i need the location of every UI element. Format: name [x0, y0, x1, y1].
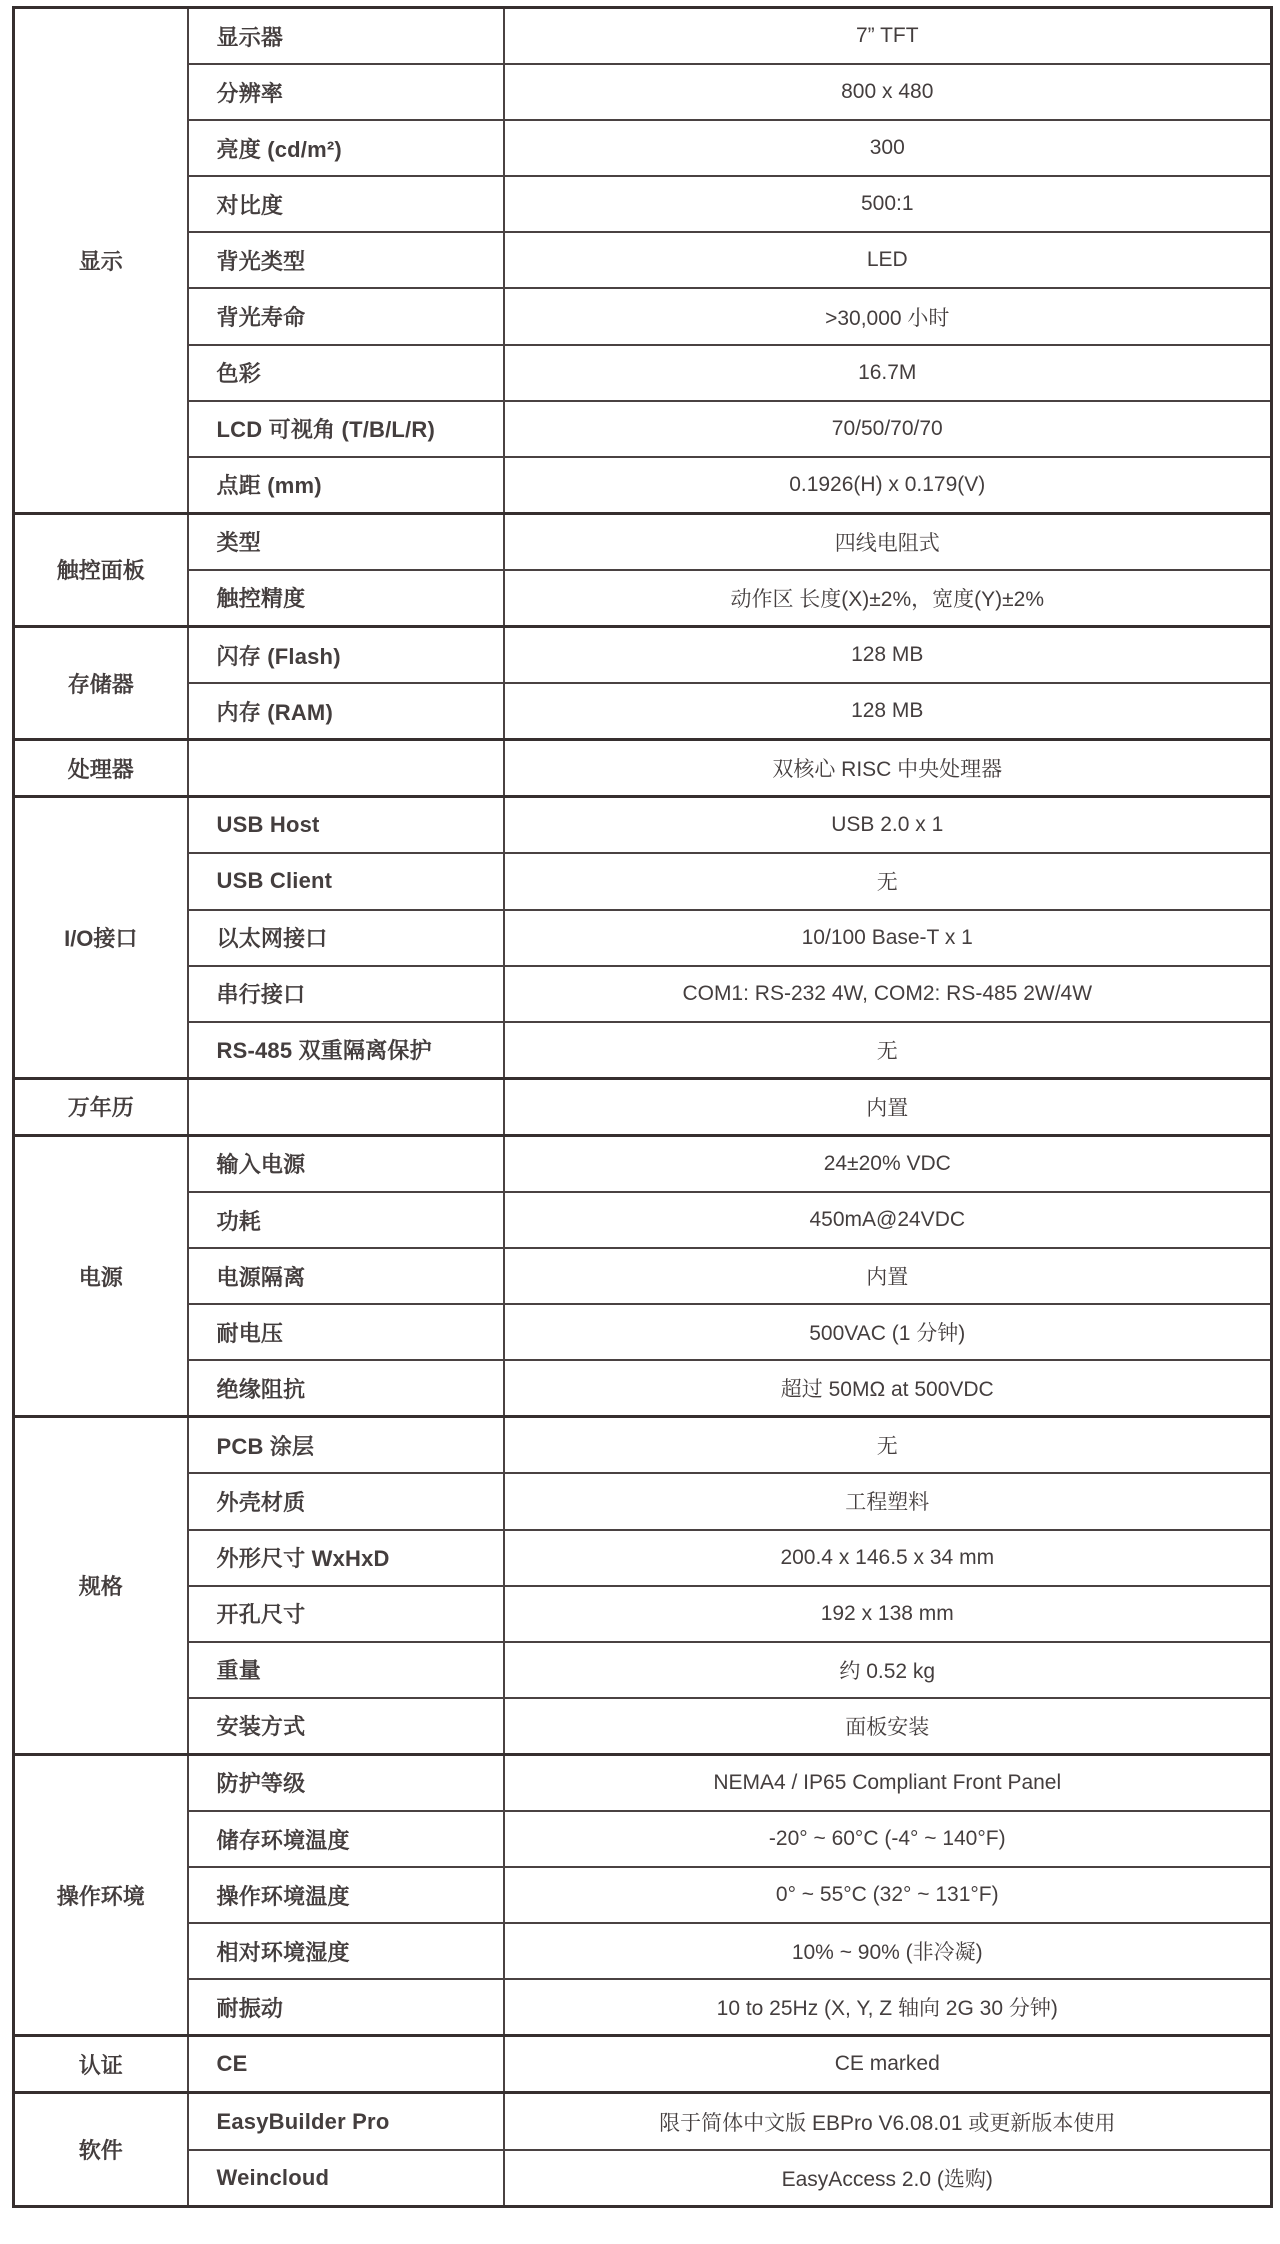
spec-row [14, 1192, 1272, 1248]
value-cell: -20° ~ 60°C (-4° ~ 140°F) [504, 1811, 1272, 1867]
spec-row [14, 64, 1272, 120]
value-cell: 500VAC (1 分钟) [504, 1304, 1272, 1360]
spec-row [14, 797, 1272, 854]
value-cell: 192 x 138 mm [504, 1586, 1272, 1642]
attribute-cell: 亮度 (cd/m²) [188, 120, 504, 176]
spec-row [14, 2036, 1272, 2093]
value-cell: >30,000 小时 [504, 288, 1272, 344]
category-cell: 软件 [14, 2093, 188, 2207]
attribute-cell: 类型 [188, 513, 504, 570]
attribute-cell: LCD 可视角 (T/B/L/R) [188, 401, 504, 457]
value-cell: EasyAccess 2.0 (选购) [504, 2150, 1272, 2207]
value-cell: 10 to 25Hz (X, Y, Z 轴向 2G 30 分钟) [504, 1979, 1272, 2036]
spec-row [14, 1979, 1272, 2036]
attribute-cell: CE [188, 2036, 504, 2093]
spec-row [14, 2093, 1272, 2150]
spec-row [14, 570, 1272, 627]
value-cell: 内置 [504, 1248, 1272, 1304]
attribute-cell: PCB 涂层 [188, 1417, 504, 1474]
spec-row [14, 176, 1272, 232]
value-cell: USB 2.0 x 1 [504, 797, 1272, 854]
attribute-cell: 开孔尺寸 [188, 1586, 504, 1642]
value-cell: 450mA@24VDC [504, 1192, 1272, 1248]
attribute-cell: 重量 [188, 1642, 504, 1698]
spec-row [14, 966, 1272, 1022]
value-cell: 500:1 [504, 176, 1272, 232]
spec-row [14, 1754, 1272, 1811]
spec-table-body [14, 8, 1272, 2207]
category-cell: 触控面板 [14, 513, 188, 626]
value-cell: 无 [504, 1417, 1272, 1474]
value-cell: 超过 50MΩ at 500VDC [504, 1360, 1272, 1417]
attribute-cell: 相对环境湿度 [188, 1923, 504, 1979]
attribute-cell: 耐振动 [188, 1979, 504, 2036]
value-cell: 限于简体中文版 EBPro V6.08.01 或更新版本使用 [504, 2093, 1272, 2150]
attribute-cell: 电源隔离 [188, 1248, 504, 1304]
value-cell: CE marked [504, 2036, 1272, 2093]
attribute-cell: 绝缘阻抗 [188, 1360, 504, 1417]
spec-row [14, 1642, 1272, 1698]
product-spec-table [12, 6, 1273, 2208]
value-cell: 动作区 长度(X)±2%，宽度(Y)±2% [504, 570, 1272, 627]
attribute-cell: USB Host [188, 797, 504, 854]
category-cell: 万年历 [14, 1078, 188, 1135]
category-cell: 认证 [14, 2036, 188, 2093]
attribute-cell: 外壳材质 [188, 1473, 504, 1529]
attribute-cell: 外形尺寸 WxHxD [188, 1530, 504, 1586]
attribute-cell: 显示器 [188, 8, 504, 65]
value-cell: NEMA4 / IP65 Compliant Front Panel [504, 1754, 1272, 1811]
category-cell: 处理器 [14, 740, 188, 797]
spec-row [14, 853, 1272, 909]
attribute-cell: 背光类型 [188, 232, 504, 288]
spec-row [14, 1698, 1272, 1755]
attribute-cell: 功耗 [188, 1192, 504, 1248]
spec-row [14, 1867, 1272, 1923]
category-cell: 规格 [14, 1417, 188, 1755]
attribute-cell: 内存 (RAM) [188, 683, 504, 740]
attribute-cell: 闪存 (Flash) [188, 627, 504, 684]
value-cell: 面板安装 [504, 1698, 1272, 1755]
value-cell: 300 [504, 120, 1272, 176]
value-cell: 工程塑料 [504, 1473, 1272, 1529]
attribute-cell: 操作环境温度 [188, 1867, 504, 1923]
attribute-cell: RS-485 双重隔离保护 [188, 1022, 504, 1079]
attribute-cell: 以太网接口 [188, 910, 504, 966]
value-cell: 10/100 Base-T x 1 [504, 910, 1272, 966]
attribute-cell: 输入电源 [188, 1135, 504, 1192]
spec-row [14, 8, 1272, 65]
category-cell: 操作环境 [14, 1754, 188, 2035]
spec-row [14, 1417, 1272, 1474]
attribute-cell: 储存环境温度 [188, 1811, 504, 1867]
spec-row [14, 1811, 1272, 1867]
value-cell: 双核心 RISC 中央处理器 [504, 740, 1272, 797]
value-cell: 0° ~ 55°C (32° ~ 131°F) [504, 1867, 1272, 1923]
spec-row [14, 288, 1272, 344]
category-cell: 显示 [14, 8, 188, 514]
spec-row [14, 513, 1272, 570]
spec-row [14, 1248, 1272, 1304]
category-cell: I/O接口 [14, 797, 188, 1078]
category-cell: 存储器 [14, 627, 188, 740]
spec-row [14, 627, 1272, 684]
value-cell: 128 MB [504, 683, 1272, 740]
attribute-cell: USB Client [188, 853, 504, 909]
spec-row [14, 1530, 1272, 1586]
spec-row [14, 1022, 1272, 1079]
spec-row [14, 401, 1272, 457]
spec-row [14, 910, 1272, 966]
spec-row [14, 1360, 1272, 1417]
attribute-cell: 耐电压 [188, 1304, 504, 1360]
value-cell: LED [504, 232, 1272, 288]
attribute-cell [188, 1078, 504, 1135]
value-cell: COM1: RS-232 4W, COM2: RS-485 2W/4W [504, 966, 1272, 1022]
category-cell: 电源 [14, 1135, 188, 1416]
attribute-cell: Weincloud [188, 2150, 504, 2207]
spec-row [14, 1586, 1272, 1642]
spec-row [14, 2150, 1272, 2207]
attribute-cell: 安装方式 [188, 1698, 504, 1755]
value-cell: 16.7M [504, 345, 1272, 401]
value-cell: 200.4 x 146.5 x 34 mm [504, 1530, 1272, 1586]
value-cell: 内置 [504, 1078, 1272, 1135]
spec-row [14, 740, 1272, 797]
value-cell: 约 0.52 kg [504, 1642, 1272, 1698]
attribute-cell: 对比度 [188, 176, 504, 232]
value-cell: 0.1926(H) x 0.179(V) [504, 457, 1272, 514]
attribute-cell: 串行接口 [188, 966, 504, 1022]
value-cell: 10% ~ 90% (非冷凝) [504, 1923, 1272, 1979]
attribute-cell: 点距 (mm) [188, 457, 504, 514]
spec-row [14, 1473, 1272, 1529]
attribute-cell [188, 740, 504, 797]
attribute-cell: 分辨率 [188, 64, 504, 120]
value-cell: 800 x 480 [504, 64, 1272, 120]
value-cell: 无 [504, 853, 1272, 909]
spec-row [14, 457, 1272, 514]
attribute-cell: EasyBuilder Pro [188, 2093, 504, 2150]
value-cell: 24±20% VDC [504, 1135, 1272, 1192]
value-cell: 128 MB [504, 627, 1272, 684]
spec-row [14, 1923, 1272, 1979]
spec-row [14, 683, 1272, 740]
value-cell: 70/50/70/70 [504, 401, 1272, 457]
spec-row [14, 1135, 1272, 1192]
attribute-cell: 色彩 [188, 345, 504, 401]
attribute-cell: 触控精度 [188, 570, 504, 627]
spec-row [14, 120, 1272, 176]
spec-row [14, 345, 1272, 401]
value-cell: 7” TFT [504, 8, 1272, 65]
value-cell: 无 [504, 1022, 1272, 1079]
value-cell: 四线电阻式 [504, 513, 1272, 570]
attribute-cell: 防护等级 [188, 1754, 504, 1811]
spec-row [14, 232, 1272, 288]
attribute-cell: 背光寿命 [188, 288, 504, 344]
spec-row [14, 1078, 1272, 1135]
spec-row [14, 1304, 1272, 1360]
